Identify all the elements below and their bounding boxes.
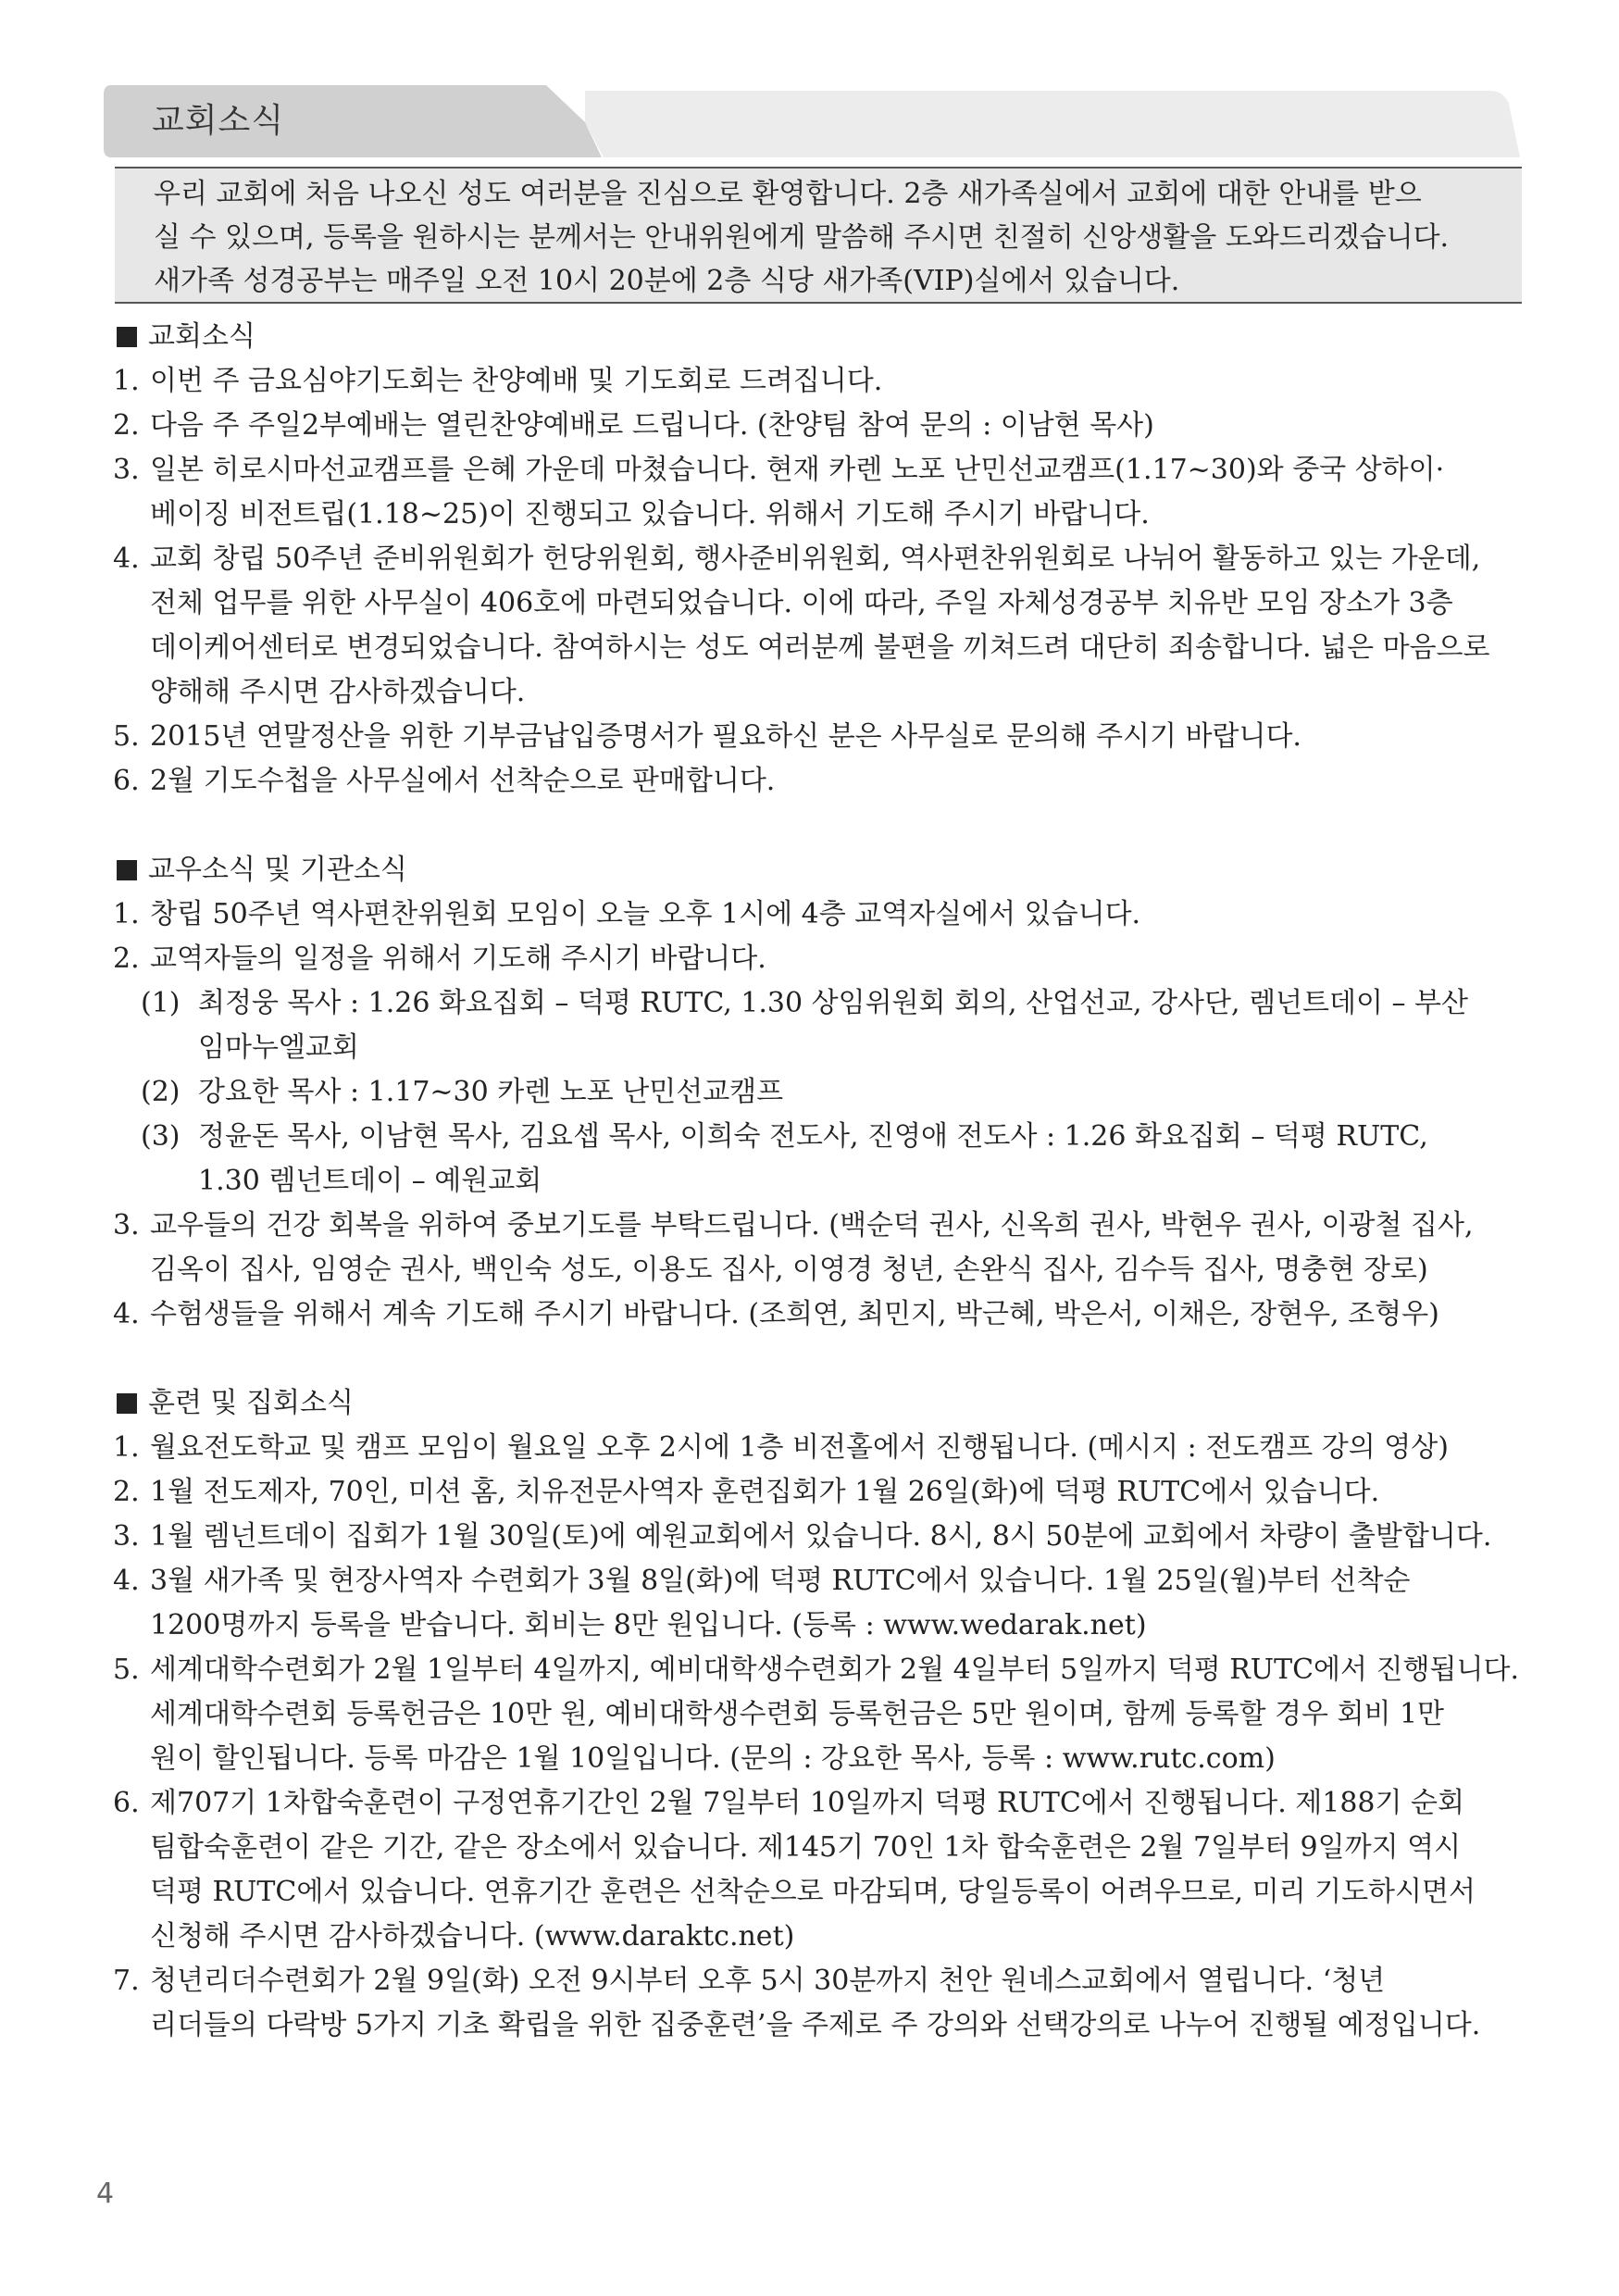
square-bullet-icon [117,327,137,347]
item-text: 데이케어센터로 변경되었습니다. 참여하시는 성도 여러분께 불편을 끼쳐드려 대단히 죄송합니다. 넓은 마음으로 [150,631,1490,664]
item-text: 임마누엘교회 [198,1031,359,1064]
item-number: 3. [113,1520,140,1553]
item-text: 1200명까지 등록을 받습니다. 회비는 8만 원입니다. (등록 : www.wedarak.net) [150,1609,1147,1641]
list-item [113,537,1529,715]
section-title: 훈련 및 집회소식 [148,1387,354,1419]
item-text: 다음 주 주일2부예배는 열린찬양예배로 드립니다. (찬양팀 참여 문의 : 이남현 목사) [150,409,1154,442]
item-text: 1.30 렘넌트데이 – 예원교회 [198,1165,542,1197]
item-number: 4. [113,1298,140,1330]
item-text: 세계대학수련회 등록헌금은 10만 원, 예비대학생수련회 등록헌금은 5만 원이며, 함께 등록할 경우 회비 1만 [150,1698,1445,1730]
item-text: 1월 렘넌트데이 집회가 1월 30일(토)에 예원교회에서 있습니다. 8시, 8시 50분에 교회에서 차량이 출발합니다. [150,1520,1492,1553]
item-text: 전체 업무를 위한 사무실이 406호에 마련되었습니다. 이에 따라, 주일 자체성경공부 치유반 모임 장소가 3층 [150,587,1453,619]
item-number: 6. [113,765,140,797]
item-number: 4. [113,1565,140,1597]
item-number: 3. [113,1209,140,1242]
item-number: 7. [113,1965,140,1997]
item-text: 일본 히로시마선교캠프를 은혜 가운데 마쳤습니다. 현재 카렌 노포 난민선교캠프(1.17~30)와 중국 상하이· [150,454,1445,486]
item-text: 팀합숙훈련이 같은 기간, 같은 장소에서 있습니다. 제145기 70인 1차 합숙훈련은 2월 7일부터 9일까지 역시 [150,1831,1462,1864]
item-text: 최정웅 목사 : 1.26 화요집회 – 덕평 RUTC, 1.30 상임위원회 회의, 산업선교, 강사단, 렘넌트데이 – 부산 [198,987,1469,1019]
section-heading-church [113,315,1529,359]
item-text: 김옥이 집사, 임영순 권사, 백인숙 성도, 이용도 집사, 이영경 청년, 손완식 집사, 김수득 집사, 명충현 장로) [150,1254,1428,1286]
item-number: 1. [113,1431,140,1464]
sub-list-item [141,981,1529,1070]
item-text: 베이징 비전트립(1.18~25)이 진행되고 있습니다. 위해서 기도해 주시기 바랍니다. [150,498,1150,530]
item-text: 이번 주 금요심야기도회는 찬양예배 및 기도회로 드려집니다. [150,365,883,397]
item-text: 세계대학수련회가 2월 1일부터 4일까지, 예비대학생수련회가 2월 4일부터 5일까지 덕평 RUTC에서 진행됩니다. [150,1653,1519,1686]
item-number: 4. [113,543,140,575]
item-text: 제707기 1차합숙훈련이 구정연휴기간인 2월 7일부터 10일까지 덕평 RUTC에서 진행됩니다. 제188기 순회 [150,1787,1464,1819]
item-text: 교우들의 건강 회복을 위하여 중보기도를 부탁드립니다. (백순덕 권사, 신옥희 권사, 박현우 권사, 이광철 집사, [150,1209,1474,1242]
item-text: 양해해 주시면 감사하겠습니다. [150,676,526,708]
list-item [113,1426,1529,1470]
list-item [113,404,1529,448]
list-item [113,715,1529,759]
item-number: 5. [113,720,140,753]
list-item [113,1204,1529,1292]
square-bullet-icon [117,1393,137,1414]
list-item [113,1559,1529,1648]
item-text: 정윤돈 목사, 이남현 목사, 김요셉 목사, 이희숙 전도사, 진영애 전도사 : 1.26 화요집회 – 덕평 RUTC, [198,1120,1428,1153]
section-title: 교우소식 및 기관소식 [148,854,407,886]
item-text: 신청해 주시면 감사하겠습니다. (www.daraktc.net) [150,1920,795,1953]
section-title: 교회소식 [148,320,255,353]
item-text: 청년리더수련회가 2월 9일(화) 오전 9시부터 오후 5시 30분까지 천안 원네스교회에서 열립니다. ‘청년 [150,1965,1386,1997]
item-number: 6. [113,1787,140,1819]
list-item [113,1959,1529,2048]
list-item [113,1292,1529,1337]
list-item [113,359,1529,404]
item-number: 2. [113,942,140,975]
item-number: 2. [113,1476,140,1508]
list-item [113,1648,1529,1781]
section-heading-members [113,848,1529,892]
item-text: 리더들의 다락방 5가지 기초 확립을 위한 집중훈련’을 주제로 주 강의와 선택강의로 나누어 진행될 예정입니다. [150,2009,1481,2041]
item-text: 교역자들의 일정을 위해서 기도해 주시기 바랍니다. [150,942,766,975]
list-item [113,937,1529,981]
item-text: 창립 50주년 역사편찬위원회 모임이 오늘 오후 1시에 4층 교역자실에서 있습니다. [150,898,1141,930]
item-text: 2월 기도수첩을 사무실에서 선착순으로 판매합니다. [150,765,776,797]
item-number: 5. [113,1653,140,1686]
news-content [113,315,1529,2048]
section-heading-training [113,1381,1529,1426]
welcome-line: 실 수 있으며, 등록을 원하시는 분께서는 안내위원에게 말씀해 주시면 친절히 신앙생활을 도와드리겠습니다. [154,221,1450,254]
item-text: 3월 새가족 및 현장사역자 수련회가 3월 8일(화)에 덕평 RUTC에서 있습니다. 1월 25일(월)부터 선착순 [150,1565,1411,1597]
page-title: 교회소식 [152,102,285,140]
list-item [113,448,1529,537]
sub-list-item [141,1115,1529,1204]
section-header [104,85,1520,157]
list-item [113,1515,1529,1559]
sub-list-item [141,1070,1529,1115]
sub-item-number: (3) [141,1120,181,1153]
item-text: 2015년 연말정산을 위한 기부금납입증명서가 필요하신 분은 사무실로 문의해 주시기 바랍니다. [150,720,1301,753]
list-item [113,759,1529,804]
item-text: 1월 전도제자, 70인, 미션 홈, 치유전문사역자 훈련집회가 1월 26일(화)에 덕평 RUTC에서 있습니다. [150,1476,1380,1508]
item-text: 원이 할인됩니다. 등록 마감은 1월 10일입니다. (문의 : 강요한 목사, 등록 : www.rutc.com) [150,1742,1276,1775]
welcome-line: 새가족 성경공부는 매주일 오전 10시 20분에 2층 식당 새가족(VIP)실에서 있습니다. [154,265,1180,297]
sub-item-number: (1) [141,987,181,1019]
page-number: 4 [96,2177,115,2210]
item-text: 교회 창립 50주년 준비위원회가 헌당위원회, 행사준비위원회, 역사편찬위원회로 나뉘어 활동하고 있는 가운데, [150,543,1481,575]
item-number: 1. [113,365,140,397]
item-number: 1. [113,898,140,930]
item-number: 2. [113,409,140,442]
item-text: 강요한 목사 : 1.17~30 카렌 노포 난민선교캠프 [198,1076,784,1108]
welcome-notice [115,167,1522,304]
item-text: 월요전도학교 및 캠프 모임이 월요일 오후 2시에 1층 비전홀에서 진행됩니다. (메시지 : 전도캠프 강의 영상) [150,1431,1449,1464]
list-item [113,1781,1529,1959]
list-item [113,892,1529,937]
header-tab-shape [104,85,1520,157]
list-item [113,1470,1529,1515]
item-number: 3. [113,454,140,486]
sub-item-number: (2) [141,1076,181,1108]
square-bullet-icon [117,860,137,880]
item-text: 덕평 RUTC에서 있습니다. 연휴기간 훈련은 선착순으로 마감되며, 당일등록이 어려우므로, 미리 기도하시면서 [150,1876,1476,1908]
welcome-line: 우리 교회에 처음 나오신 성도 여러분을 진심으로 환영합니다. 2층 새가족실에서 교회에 대한 안내를 받으 [154,178,1422,210]
item-text: 수험생들을 위해서 계속 기도해 주시기 바랍니다. (조희연, 최민지, 박근혜, 박은서, 이채은, 장현우, 조형우) [150,1298,1439,1330]
